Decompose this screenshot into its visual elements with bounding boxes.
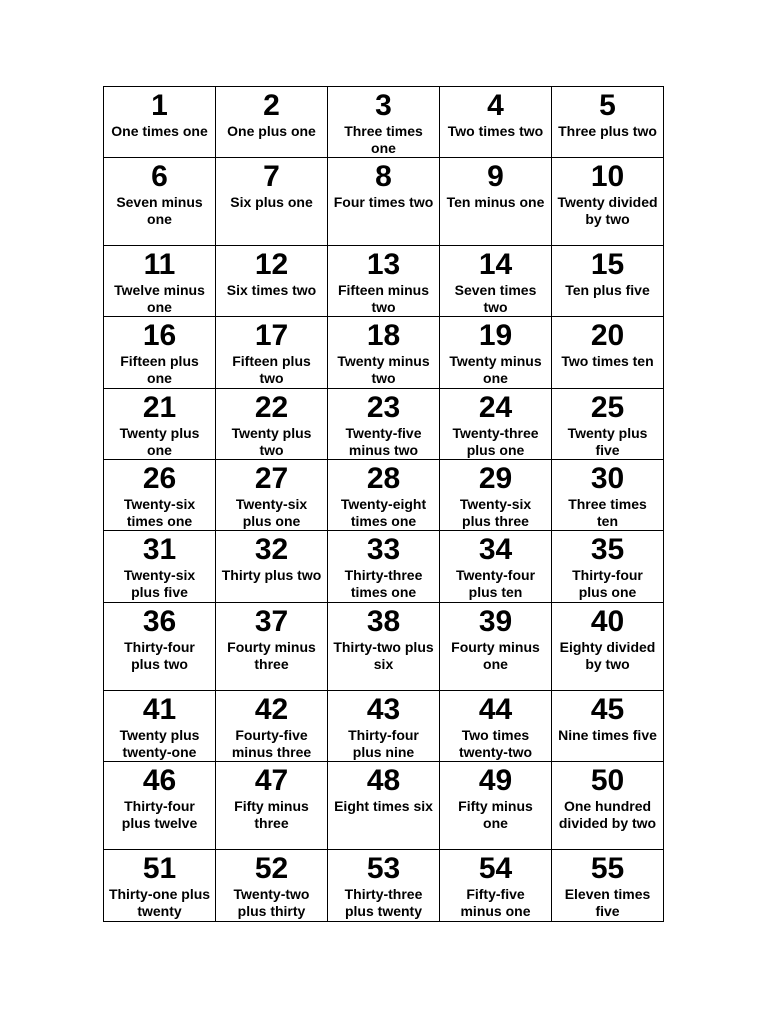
card-number: 20 (590, 319, 625, 352)
number-card (440, 317, 552, 389)
card-words: Eleven times five (564, 886, 651, 919)
card-words: Fourty minus three (227, 639, 316, 672)
card-number: 35 (590, 533, 625, 566)
number-card (216, 460, 328, 531)
card-number: 30 (590, 462, 625, 495)
card-words: Three times ten (568, 496, 647, 529)
card-words: Twenty-six times one (123, 496, 196, 529)
card-number: 52 (254, 852, 289, 885)
card-number: 14 (478, 248, 513, 281)
number-card (104, 246, 216, 317)
number-card (440, 603, 552, 691)
number-card (104, 850, 216, 922)
card-words: Twenty-six plus five (123, 567, 196, 600)
card-number: 19 (478, 319, 513, 352)
number-card (552, 158, 664, 246)
card-number: 6 (151, 160, 168, 193)
card-number: 12 (254, 248, 289, 281)
number-card (440, 762, 552, 850)
card-words: Thirty-four plus two (124, 639, 195, 672)
card-number: 36 (142, 605, 177, 638)
number-card (440, 850, 552, 922)
card-number: 28 (366, 462, 401, 495)
card-number: 31 (142, 533, 177, 566)
card-number: 47 (254, 764, 289, 797)
number-card (216, 317, 328, 389)
card-words: Fifty minus one (458, 798, 533, 831)
number-card (216, 87, 328, 158)
number-card (328, 317, 440, 389)
card-number: 3 (375, 89, 392, 122)
card-words: Seven times two (454, 282, 537, 315)
number-card (440, 460, 552, 531)
number-card (216, 691, 328, 762)
card-number: 25 (590, 391, 625, 424)
card-words: Fifty minus three (234, 798, 309, 831)
card-number: 45 (590, 693, 625, 726)
card-number: 21 (142, 391, 177, 424)
card-number: 39 (478, 605, 513, 638)
card-words: Fourty minus one (451, 639, 540, 672)
card-number: 18 (366, 319, 401, 352)
number-card (328, 389, 440, 460)
number-card (440, 531, 552, 603)
number-card (440, 691, 552, 762)
card-words: Four times two (333, 194, 434, 210)
card-words: Twenty-four plus ten (455, 567, 536, 600)
card-number: 48 (366, 764, 401, 797)
card-words: Two times two (447, 123, 544, 139)
number-card (328, 762, 440, 850)
card-words: Thirty-four plus twelve (121, 798, 198, 831)
card-number: 13 (366, 248, 401, 281)
card-words: Fourty-five minus three (231, 727, 312, 760)
number-card (216, 389, 328, 460)
card-words: Fifteen plus one (120, 353, 199, 386)
number-card (104, 389, 216, 460)
card-number: 49 (478, 764, 513, 797)
card-words: One times one (111, 123, 208, 139)
card-words: Twenty minus one (449, 353, 542, 386)
number-card (216, 850, 328, 922)
number-card (104, 762, 216, 850)
card-row (104, 389, 664, 460)
card-row (104, 603, 664, 691)
number-card (552, 691, 664, 762)
card-words: Twenty plus twenty-one (119, 727, 200, 760)
number-card (104, 531, 216, 603)
card-words: Thirty-three times one (344, 567, 423, 600)
number-card (216, 762, 328, 850)
card-row (104, 531, 664, 603)
number-card (552, 460, 664, 531)
card-words: Seven minus one (116, 194, 203, 227)
number-card (552, 87, 664, 158)
number-card (216, 246, 328, 317)
card-number: 16 (142, 319, 177, 352)
number-card (440, 87, 552, 158)
card-number: 15 (590, 248, 625, 281)
card-number: 44 (478, 693, 513, 726)
card-number: 43 (366, 693, 401, 726)
card-number: 55 (590, 852, 625, 885)
number-card (328, 850, 440, 922)
card-words: Twenty plus two (231, 425, 312, 458)
card-words: Twenty-five minus two (345, 425, 422, 458)
card-number: 5 (599, 89, 616, 122)
card-row (104, 460, 664, 531)
number-card (216, 158, 328, 246)
number-card (328, 460, 440, 531)
card-row (104, 762, 664, 850)
card-number: 51 (142, 852, 177, 885)
card-number: 4 (487, 89, 504, 122)
card-row (104, 246, 664, 317)
card-words: Three times one (344, 123, 423, 156)
card-number: 54 (478, 852, 513, 885)
card-number: 23 (366, 391, 401, 424)
card-number: 41 (142, 693, 177, 726)
number-card (328, 531, 440, 603)
card-words: Ten plus five (565, 282, 650, 298)
card-row (104, 158, 664, 246)
card-number: 42 (254, 693, 289, 726)
card-words: Two times ten (561, 353, 654, 369)
card-words: Fifteen minus two (337, 282, 429, 315)
card-words: One hundred divided by two (558, 798, 657, 831)
card-words: Twelve minus one (114, 282, 205, 315)
card-words: Twenty plus one (119, 425, 200, 458)
card-words: Six plus one (230, 194, 313, 210)
card-number: 7 (263, 160, 280, 193)
card-words: Nine times five (558, 727, 657, 743)
card-number: 33 (366, 533, 401, 566)
number-card (104, 317, 216, 389)
card-words: Thirty-four plus one (572, 567, 643, 600)
card-number: 8 (375, 160, 392, 193)
card-words: Two times twenty-two (458, 727, 533, 760)
card-number: 11 (143, 248, 176, 281)
card-words: Thirty-three plus twenty (344, 886, 423, 919)
card-row (104, 317, 664, 389)
card-number: 29 (478, 462, 513, 495)
card-words: Eight times six (334, 798, 433, 814)
number-card (440, 246, 552, 317)
number-card (328, 158, 440, 246)
card-number: 10 (590, 160, 625, 193)
card-row (104, 850, 664, 922)
card-row (104, 87, 664, 158)
card-words: Twenty-two plus thirty (233, 886, 310, 919)
number-card (104, 691, 216, 762)
number-card (328, 603, 440, 691)
card-number: 22 (254, 391, 289, 424)
number-card (104, 158, 216, 246)
card-number: 32 (254, 533, 289, 566)
card-number: 9 (487, 160, 504, 193)
card-number: 17 (254, 319, 289, 352)
card-words: Twenty-three plus one (452, 425, 539, 458)
card-words: Twenty divided by two (557, 194, 658, 227)
card-words: Fifteen plus two (232, 353, 311, 386)
card-words: Thirty-one plus twenty (108, 886, 211, 919)
card-number: 24 (478, 391, 513, 424)
number-card (440, 389, 552, 460)
card-row (104, 691, 664, 762)
card-words: Twenty-six plus one (235, 496, 308, 529)
card-number: 37 (254, 605, 289, 638)
card-words: Ten minus one (446, 194, 545, 210)
card-words: Twenty-eight times one (340, 496, 427, 529)
card-words: Twenty minus two (337, 353, 430, 386)
number-card (104, 87, 216, 158)
card-number: 38 (366, 605, 401, 638)
number-card (104, 460, 216, 531)
card-number: 27 (254, 462, 289, 495)
number-card (216, 603, 328, 691)
card-words: Twenty-six plus three (459, 496, 532, 529)
card-number: 34 (478, 533, 513, 566)
card-words: Eighty divided by two (559, 639, 656, 672)
number-card (552, 850, 664, 922)
card-number: 1 (151, 89, 168, 122)
number-card (552, 603, 664, 691)
card-number: 53 (366, 852, 401, 885)
card-words: Three plus two (558, 123, 657, 139)
card-number: 26 (142, 462, 177, 495)
number-card (552, 389, 664, 460)
number-card (328, 87, 440, 158)
number-card (328, 246, 440, 317)
number-card (440, 158, 552, 246)
card-words: Twenty plus five (567, 425, 648, 458)
number-card (552, 317, 664, 389)
card-number: 46 (142, 764, 177, 797)
card-number: 40 (590, 605, 625, 638)
number-card (552, 762, 664, 850)
card-words: Fifty-five minus one (460, 886, 531, 919)
card-number: 2 (263, 89, 280, 122)
card-words: Thirty plus two (221, 567, 322, 583)
card-words: One plus one (227, 123, 316, 139)
number-card (552, 246, 664, 317)
number-card (216, 531, 328, 603)
card-words: Thirty-four plus nine (348, 727, 419, 760)
number-card (104, 603, 216, 691)
number-card-grid (103, 86, 664, 922)
number-card (552, 531, 664, 603)
number-card (328, 691, 440, 762)
card-words: Six times two (226, 282, 317, 298)
card-words: Thirty-two plus six (333, 639, 434, 672)
card-number: 50 (590, 764, 625, 797)
